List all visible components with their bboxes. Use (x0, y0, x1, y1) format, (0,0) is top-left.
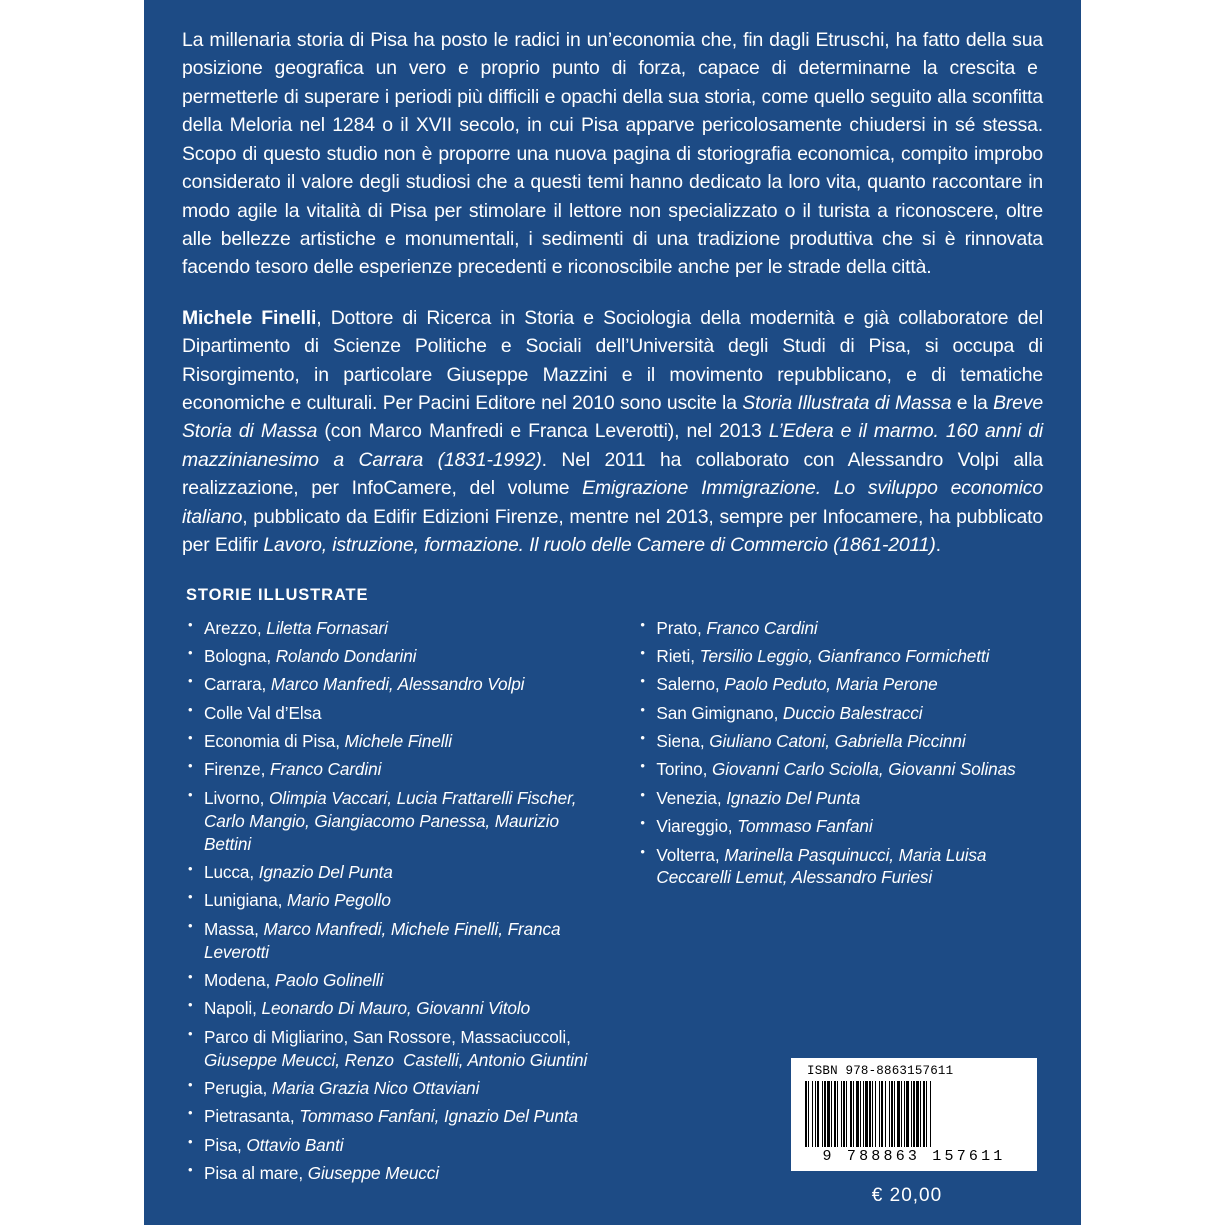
barcode-bars (799, 1081, 1029, 1147)
list-item: • Arezzo, Liletta Fornasari (186, 617, 604, 640)
list-item: • Modena, Paolo Golinelli (186, 969, 604, 992)
list-item: • Salerno, Paolo Peduto, Maria Perone (638, 673, 1043, 696)
list-item: • Venezia, Ignazio Del Punta (638, 787, 1043, 810)
price-label: € 20,00 (871, 1185, 943, 1206)
list-item: • San Gimignano, Duccio Balestracci (638, 702, 1043, 725)
list-item: • Lunigiana, Mario Pegollo (186, 889, 604, 912)
list-item: • Prato, Franco Cardini (638, 617, 1043, 640)
series-list-right (638, 617, 1043, 890)
series-column-left (186, 617, 604, 1191)
barcode-digits: 9 788863 157611 (822, 1148, 1006, 1165)
series-list-left (186, 617, 604, 1185)
list-item: • Perugia, Maria Grazia Nico Ottaviani (186, 1077, 604, 1100)
isbn-barcode (791, 1058, 1037, 1171)
list-item: • Economia di Pisa, Michele Finelli (186, 730, 604, 753)
list-item: • Pisa al mare, Giuseppe Meucci (186, 1162, 604, 1185)
list-item: • Colle Val d’Elsa (186, 702, 604, 725)
isbn-price-block (777, 1058, 1037, 1207)
list-item: • Volterra, Marinella Pasquinucci, Maria Luisa Ceccarelli Lemut, Alessandro Furiesi (638, 844, 1043, 890)
book-back-cover (144, 0, 1081, 1225)
list-item: • Parco di Migliarino, San Rossore, Massaciuccoli, Giuseppe Meucci, Renzo Castelli, Antonio Giuntini (186, 1026, 604, 1072)
list-item: • Lucca, Ignazio Del Punta (186, 861, 604, 884)
list-item: • Pisa, Ottavio Banti (186, 1134, 604, 1157)
blurb-paragraph: La millenaria storia di Pisa ha posto le radici in un’economia che, fin dagli Etruschi, ha fatto della sua posizione geografica un vero e proprio punto di forza, capace di determinarne la crescita e permetterle di superare i periodi più difficili e opachi della sua storia, come quello seguito alla sconfitta della Meloria nel 1284 o il XVII secolo, in cui Pisa apparve pericolosamente chiudersi in sé stessa. Scopo di questo studio non è proporre una nuova pagina di storiografia economica, compito improbo considerato il valore degli studiosi che a questi temi hanno dedicato la loro vita, quanto raccontare in modo agile la vitalità di Pisa per stimolare il lettore non specializzato o il turista a riconoscere, oltre alle bellezze artistiche e monumentali, i sedimenti di una tradizione produttiva che si è rinnovata facendo tesoro delle esperienze precedenti e riconoscibile anche per le strade della città. (182, 29, 1043, 279)
list-item: • Viareggio, Tommaso Fanfani (638, 815, 1043, 838)
list-item: • Bologna, Rolando Dondarini (186, 645, 604, 668)
list-item: • Carrara, Marco Manfredi, Alessandro Volpi (186, 673, 604, 696)
list-item: • Napoli, Leonardo Di Mauro, Giovanni Vitolo (186, 997, 604, 1020)
list-item: • Livorno, Olimpia Vaccari, Lucia Frattarelli Fischer, Carlo Mangio, Giangiacomo Panessa, Maurizio Bettini (186, 787, 604, 856)
list-item: • Firenze, Franco Cardini (186, 758, 604, 781)
isbn-number: ISBN 978-8863157611 (807, 1064, 954, 1078)
list-item: • Siena, Giuliano Catoni, Gabriella Piccinni (638, 730, 1043, 753)
author-bio-paragraph: Michele Finelli, Dottore di Ricerca in Storia e Sociologia della modernità e già collaboratore del Dipartimento di Scienze Politiche e Sociali dell’Università degli Studi di Pisa, si occupa di Risorgimento, in particolare Giuseppe Mazzini e il movimento repubblicano, e di tematiche economiche e culturali. Per Pacini Editore nel 2010 sono uscite la Storia Illustrata di Massa e la Breve Storia di Massa (con Marco Manfredi e Franca Leverotti), nel 2013 L’Edera e il marmo. 160 anni di mazzinianesimo a Carrara (1831-1992). Nel 2011 ha collaborato con Alessandro Volpi alla realizzazione, per InfoCamere, del volume Emigrazione Immigrazione. Lo sviluppo economico italiano, pubblicato da Edifir Edizioni Firenze, mentre nel 2013, sempre per Infocamere, ha pubblicato per Edifir Lavoro, istruzione, formazione. Il ruolo delle Camere di Commercio (1861-2011). (182, 306, 1043, 557)
list-item: • Massa, Marco Manfredi, Michele Finelli, Franca Leverotti (186, 918, 604, 964)
list-item: • Torino, Giovanni Carlo Sciolla, Giovanni Solinas (638, 758, 1043, 781)
series-heading: STORIE ILLUSTRATE (186, 585, 369, 604)
list-item: • Pietrasanta, Tommaso Fanfani, Ignazio Del Punta (186, 1105, 604, 1128)
list-item: • Rieti, Tersilio Leggio, Gianfranco Formichetti (638, 645, 1043, 668)
